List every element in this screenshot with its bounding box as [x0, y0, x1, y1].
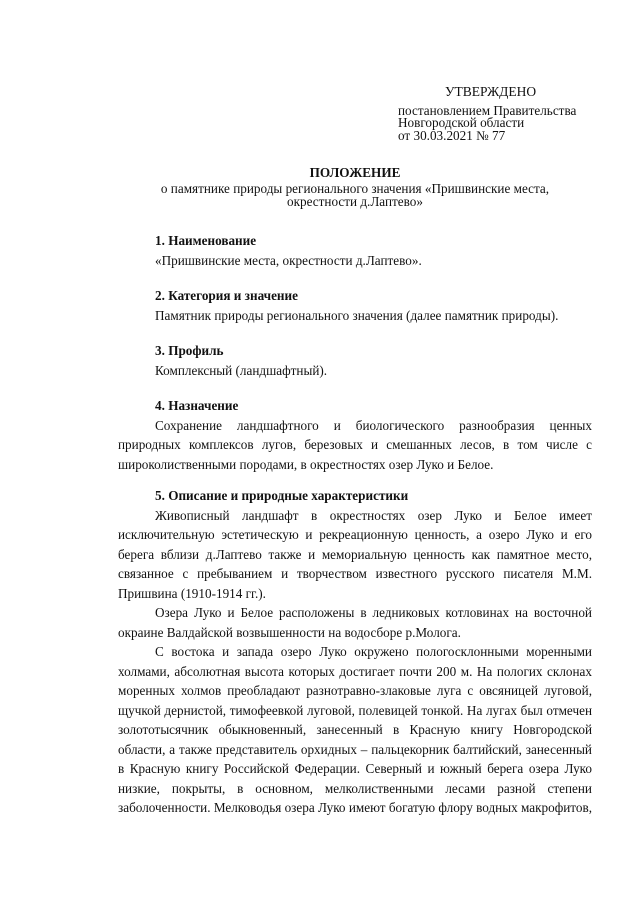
section-paragraph: Живописный ландшафт в окрестностях озер Луко и Белое имеет исключительную эстетическую и рекреационную ценность, а озеро Луко и его берега вблизи д.Лаптево также и мемориальную ценность как памятное место, связанное с пребыванием и творчеством известного русского писателя М.М. Пришвина (1910-1914 гг.). [118, 507, 592, 601]
section-description [118, 486, 592, 818]
title-subtitle: окрестности д.Лаптево» [287, 194, 423, 209]
section-purpose [118, 396, 592, 474]
section-paragraph: Озера Луко и Белое расположены в ледниковых котловинах на восточной окраине Валдайской возвышенности на водосборе р.Молога. [118, 605, 592, 640]
section-category [118, 286, 592, 325]
title-subtitle: о памятнике природы регионального значения «Пришвинские места, [160, 181, 550, 196]
section-text: Памятник природы регионального значения (далее памятник природы). [155, 307, 559, 323]
section-heading: 1. Наименование [155, 233, 257, 248]
section-text: Сохранение ландшафтного и биологического разнообразия ценных природных комплексов лугов, березовых и смешанных лесов, в том числе с широколиственными породами, в окрестностях озер Луко и Белое. [118, 417, 592, 472]
title-main: ПОЛОЖЕНИЕ [309, 165, 401, 180]
approval-line: постановлением Правительства [398, 102, 577, 118]
section-heading: 3. Профиль [155, 343, 224, 358]
section-heading: 5. Описание и природные характеристики [155, 488, 409, 503]
section-profile [118, 341, 592, 380]
approval-line: Новгородской области [398, 115, 525, 130]
section-name [118, 231, 592, 270]
approval-block [398, 86, 576, 142]
section-text: Комплексный (ландшафтный). [155, 362, 328, 378]
document-title [120, 166, 590, 208]
approval-header: УТВЕРЖДЕНО [445, 84, 537, 99]
section-heading: 4. Назначение [155, 398, 239, 413]
section-text: «Пришвинские места, окрестности д.Лаптево». [155, 252, 422, 268]
approval-date: от 30.03.2021 № 77 [398, 127, 506, 143]
section-paragraph: С востока и запада озеро Луко окружено пологосклонными моренными холмами, абсолютная высота которых достигает почти 200 м. На пологих склонах моренных холмов преобладают разнотравно-злаковые луга с овсяницей луговой, щучкой дернистой, тимофеевкой луговой, полевицей тонкой. На лугах был отмечен золототысячник обыкновенный, занесенный в Красную книгу Новгородской области, а также представитель орхидных – пальцекорник балтийский, занесенный в Красную книгу Российской Федерации. Северный и южный берега озера Луко низкие, покрыты, в основном, мелколиственными лесами разной степени заболоченности. Мелководья озера Луко имеют богатую флору водных макрофитов, [118, 644, 592, 815]
section-heading: 2. Категория и значение [155, 288, 298, 303]
